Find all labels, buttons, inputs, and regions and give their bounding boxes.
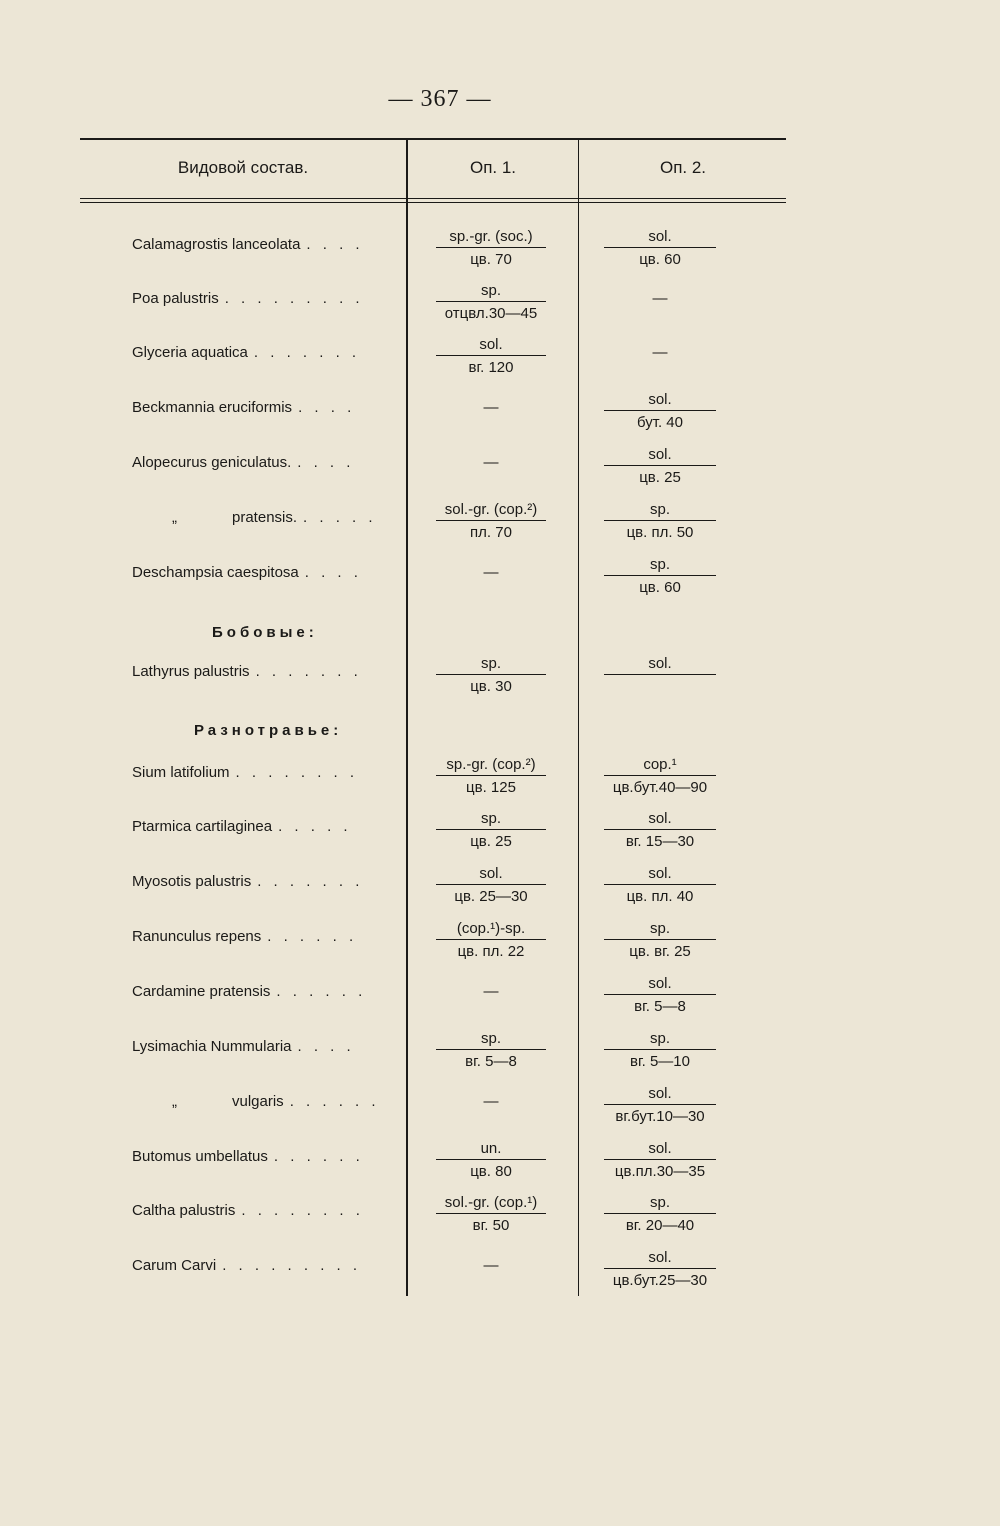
op1-fraction-bar — [436, 355, 546, 356]
op1-phenophase-height: вг. 50 — [472, 1217, 510, 1234]
species-label: Butomus umbellatus — [132, 1148, 268, 1165]
op2-fraction-bar — [604, 1159, 716, 1160]
op1-phenophase-height: цв. 25—30 — [454, 888, 528, 905]
species-label: Glyceria aquatica — [132, 344, 248, 361]
species-name — [132, 1257, 400, 1274]
op1-abundance: sp.-gr. (cop.²) — [446, 756, 536, 773]
leader-dots: . . . . . . . . . — [222, 1257, 362, 1274]
op1-phenophase-height: вг. 120 — [468, 359, 514, 376]
species-label: Alopecurus geniculatus. — [132, 454, 292, 471]
op2-phenophase-height: вг. 15—30 — [625, 833, 695, 850]
op2-phenophase-height: цв. 25 — [639, 469, 681, 486]
leader-dots: . . . . — [306, 236, 364, 253]
header-op1-column: Оп. 1. — [469, 158, 517, 177]
op2-fraction-bar — [604, 1213, 716, 1214]
leader-dots: . . . . — [304, 564, 362, 581]
op1-value — [436, 919, 546, 961]
op2-fraction-bar — [604, 410, 716, 411]
species-name — [132, 1202, 400, 1219]
op2-phenophase-height: цв. 60 — [639, 251, 681, 268]
op2-abundance: sp. — [649, 920, 670, 937]
op1-fraction-bar — [436, 775, 546, 776]
op1-value — [436, 1193, 546, 1235]
leader-dots: . . . . — [298, 399, 356, 416]
op2-fraction-bar — [604, 939, 716, 940]
op1-abundance: sp. — [480, 655, 501, 672]
op2-fraction-bar — [604, 1268, 716, 1269]
op1-phenophase-height: цв. 25 — [470, 833, 512, 850]
op1-phenophase-height: цв. 30 — [470, 678, 512, 695]
op1-abundance: sp. — [480, 810, 501, 827]
ditto-mark: „ — [172, 1093, 177, 1110]
op2-abundance: sol. — [648, 391, 672, 408]
leader-dots: . . . . . . . — [255, 663, 362, 680]
leader-dots: . . . . . — [278, 818, 352, 835]
op2-phenophase-height: цв. 60 — [639, 579, 681, 596]
op2-fraction-bar — [604, 674, 716, 675]
op1-fraction-bar — [436, 1213, 546, 1214]
leader-dots: . . . . . . — [267, 928, 358, 945]
species-label: Cardamine pratensis — [132, 983, 271, 1000]
op1-value — [436, 227, 546, 269]
op1-value — [436, 809, 546, 851]
column-divider-1 — [406, 138, 408, 1296]
op1-value — [436, 755, 546, 797]
op2-fraction-bar — [604, 1049, 716, 1050]
op1-fraction-bar — [436, 1159, 546, 1160]
leader-dots: . . . . . — [303, 509, 377, 526]
op2-phenophase-height: цв. пл. 50 — [626, 524, 694, 541]
species-label: Caltha palustris — [132, 1202, 236, 1219]
op2-phenophase-height: вг. 20—40 — [625, 1217, 695, 1234]
species-label: vulgaris — [232, 1093, 284, 1110]
op2-value — [604, 974, 716, 1016]
op2-phenophase-height: бут. 40 — [637, 414, 683, 431]
op2-phenophase-height: вг.бут.10—30 — [615, 1108, 705, 1125]
op1-fraction-bar — [436, 829, 546, 830]
ditto-mark: „ — [172, 509, 177, 526]
op2-abundance: sp. — [649, 556, 670, 573]
op2-phenophase-height: цв.бут.40—90 — [612, 779, 708, 796]
op2-value — [604, 227, 716, 269]
op1-value — [436, 500, 546, 542]
op2-fraction-bar — [604, 247, 716, 248]
op2-fraction-bar — [604, 575, 716, 576]
op1-phenophase-height: отцвл.30—45 — [444, 305, 538, 322]
op2-fraction-bar — [604, 994, 716, 995]
species-name — [132, 818, 400, 835]
op1-fraction-bar — [436, 301, 546, 302]
op2-value — [604, 1248, 716, 1290]
column-divider-2 — [578, 138, 579, 1296]
op2-abundance: sol. — [648, 1085, 672, 1102]
op1-abundance: sol.-gr. (cop.¹) — [444, 1194, 538, 1211]
op2-value — [604, 864, 716, 906]
species-name — [132, 509, 400, 526]
species-name — [132, 1148, 400, 1165]
species-label: Lysimachia Nummularia — [132, 1038, 292, 1055]
op2-phenophase-height: вг. 5—10 — [630, 1053, 690, 1070]
op2-abundance: sol. — [648, 1249, 672, 1266]
species-label: Calamagrostis lanceolata — [132, 236, 301, 253]
species-label: Sium latifolium — [132, 764, 230, 781]
op1-fraction-bar — [436, 884, 546, 885]
op1-phenophase-height: пл. 70 — [470, 524, 512, 541]
op2-abundance: sol. — [648, 810, 672, 827]
op1-phenophase-height: вг. 5—8 — [465, 1053, 517, 1070]
op2-value — [604, 919, 716, 961]
op1-abundance: sp. — [480, 282, 501, 299]
op2-value — [604, 390, 716, 432]
leader-dots: . . . . . . . . . — [224, 290, 364, 307]
page-number: — 367 — — [388, 86, 492, 112]
op1-value — [436, 1029, 546, 1071]
op2-abundance: sp. — [649, 1194, 670, 1211]
species-label: Lathyrus palustris — [132, 663, 250, 680]
op1-abundance: sol.-gr. (cop.²) — [444, 501, 538, 518]
leader-dots: . . . . . . . . — [235, 764, 359, 781]
op1-fraction-bar — [436, 939, 546, 940]
op1-value — [436, 281, 546, 323]
op1-value — [436, 335, 546, 377]
leader-dots: . . . . . . . — [257, 873, 364, 890]
op2-abundance: sol. — [648, 655, 672, 672]
op1-empty-dash: — — [483, 1093, 499, 1110]
header-bottom-rule-2 — [80, 202, 786, 203]
op2-phenophase-height: цв. пл. 40 — [626, 888, 694, 905]
op1-fraction-bar — [436, 247, 546, 248]
op2-phenophase-height: вг. 5—8 — [634, 998, 686, 1015]
op2-phenophase-height: цв. вг. 25 — [629, 943, 691, 960]
op1-phenophase-height: цв. 80 — [470, 1163, 512, 1180]
op2-empty-dash: — — [652, 344, 668, 361]
op2-fraction-bar — [604, 775, 716, 776]
op1-fraction-bar — [436, 674, 546, 675]
op2-empty-dash: — — [652, 290, 668, 307]
op2-value — [604, 1029, 716, 1071]
op2-fraction-bar — [604, 1104, 716, 1105]
species-name — [132, 399, 400, 416]
op2-value — [604, 809, 716, 851]
leader-dots: . . . . . . — [276, 983, 367, 1000]
op1-empty-dash: — — [483, 399, 499, 416]
species-name — [132, 454, 400, 471]
leader-dots: . . . . — [297, 454, 355, 471]
header-bottom-rule — [80, 198, 786, 199]
section-forbs: Разнотравье: — [194, 722, 343, 739]
species-name — [132, 344, 400, 361]
op1-phenophase-height: цв. 125 — [466, 779, 516, 796]
species-name — [132, 764, 400, 781]
op2-phenophase-height: цв.пл.30—35 — [614, 1163, 706, 1180]
leader-dots: . . . . . . . . — [241, 1202, 364, 1219]
op2-abundance: sol. — [648, 228, 672, 245]
species-name — [132, 290, 400, 307]
species-label: Ranunculus repens — [132, 928, 262, 945]
op1-fraction-bar — [436, 1049, 546, 1050]
section-legumes: Бобовые: — [212, 624, 318, 641]
op2-fraction-bar — [604, 465, 716, 466]
species-name — [132, 1093, 400, 1110]
op1-empty-dash: — — [483, 983, 499, 1000]
op2-value — [604, 555, 716, 597]
op1-value — [436, 1139, 546, 1181]
leader-dots: . . . . . . — [273, 1148, 364, 1165]
op2-abundance: sol. — [648, 865, 672, 882]
op2-abundance: sol. — [648, 1140, 672, 1157]
op1-phenophase-height: цв. 70 — [470, 251, 512, 268]
op1-value — [436, 654, 546, 696]
op1-abundance: sol. — [479, 865, 503, 882]
op1-empty-dash: — — [483, 454, 499, 471]
op2-fraction-bar — [604, 520, 716, 521]
species-label: pratensis. — [232, 509, 298, 526]
species-name — [132, 564, 400, 581]
op1-empty-dash: — — [483, 1257, 499, 1274]
op2-value — [604, 445, 716, 487]
table-top-rule — [80, 138, 786, 140]
species-name — [132, 873, 400, 890]
op1-abundance: (cop.¹)-sp. — [456, 920, 526, 937]
op2-abundance: sol. — [648, 975, 672, 992]
op1-empty-dash: — — [483, 564, 499, 581]
op1-abundance: sol. — [479, 336, 503, 353]
species-label: Myosotis palustris — [132, 873, 252, 890]
species-name — [132, 1038, 400, 1055]
species-label: Carum Carvi — [132, 1257, 217, 1274]
leader-dots: . . . . — [297, 1038, 355, 1055]
species-name — [132, 663, 400, 680]
op2-value — [604, 1139, 716, 1181]
op2-fraction-bar — [604, 829, 716, 830]
header-op2-column: Оп. 2. — [659, 158, 707, 177]
header-species-column: Видовой состав. — [177, 158, 309, 177]
op2-value — [604, 1193, 716, 1235]
species-name — [132, 928, 400, 945]
species-name — [132, 236, 400, 253]
species-label: Poa palustris — [132, 290, 219, 307]
op2-abundance: sol. — [648, 446, 672, 463]
species-name — [132, 983, 400, 1000]
op2-value — [604, 755, 716, 797]
op2-value — [604, 500, 716, 542]
species-label: Beckmannia eruciformis — [132, 399, 293, 416]
op2-value — [604, 1084, 716, 1126]
op2-abundance: cop.¹ — [643, 756, 677, 773]
op1-fraction-bar — [436, 520, 546, 521]
op2-abundance: sp. — [649, 1030, 670, 1047]
leader-dots: . . . . . . — [289, 1093, 380, 1110]
species-label: Deschampsia caespitosa — [132, 564, 299, 581]
op1-abundance: sp. — [480, 1030, 501, 1047]
op2-phenophase-height: цв.бут.25—30 — [612, 1272, 708, 1289]
op1-phenophase-height: цв. пл. 22 — [457, 943, 525, 960]
species-label: Ptarmica cartilaginea — [132, 818, 273, 835]
op2-fraction-bar — [604, 884, 716, 885]
op1-abundance: un. — [480, 1140, 502, 1157]
op1-abundance: sp.-gr. (soc.) — [449, 228, 533, 245]
op2-value — [604, 654, 716, 677]
op1-value — [436, 864, 546, 906]
op2-abundance: sp. — [649, 501, 670, 518]
leader-dots: . . . . . . . — [253, 344, 361, 361]
